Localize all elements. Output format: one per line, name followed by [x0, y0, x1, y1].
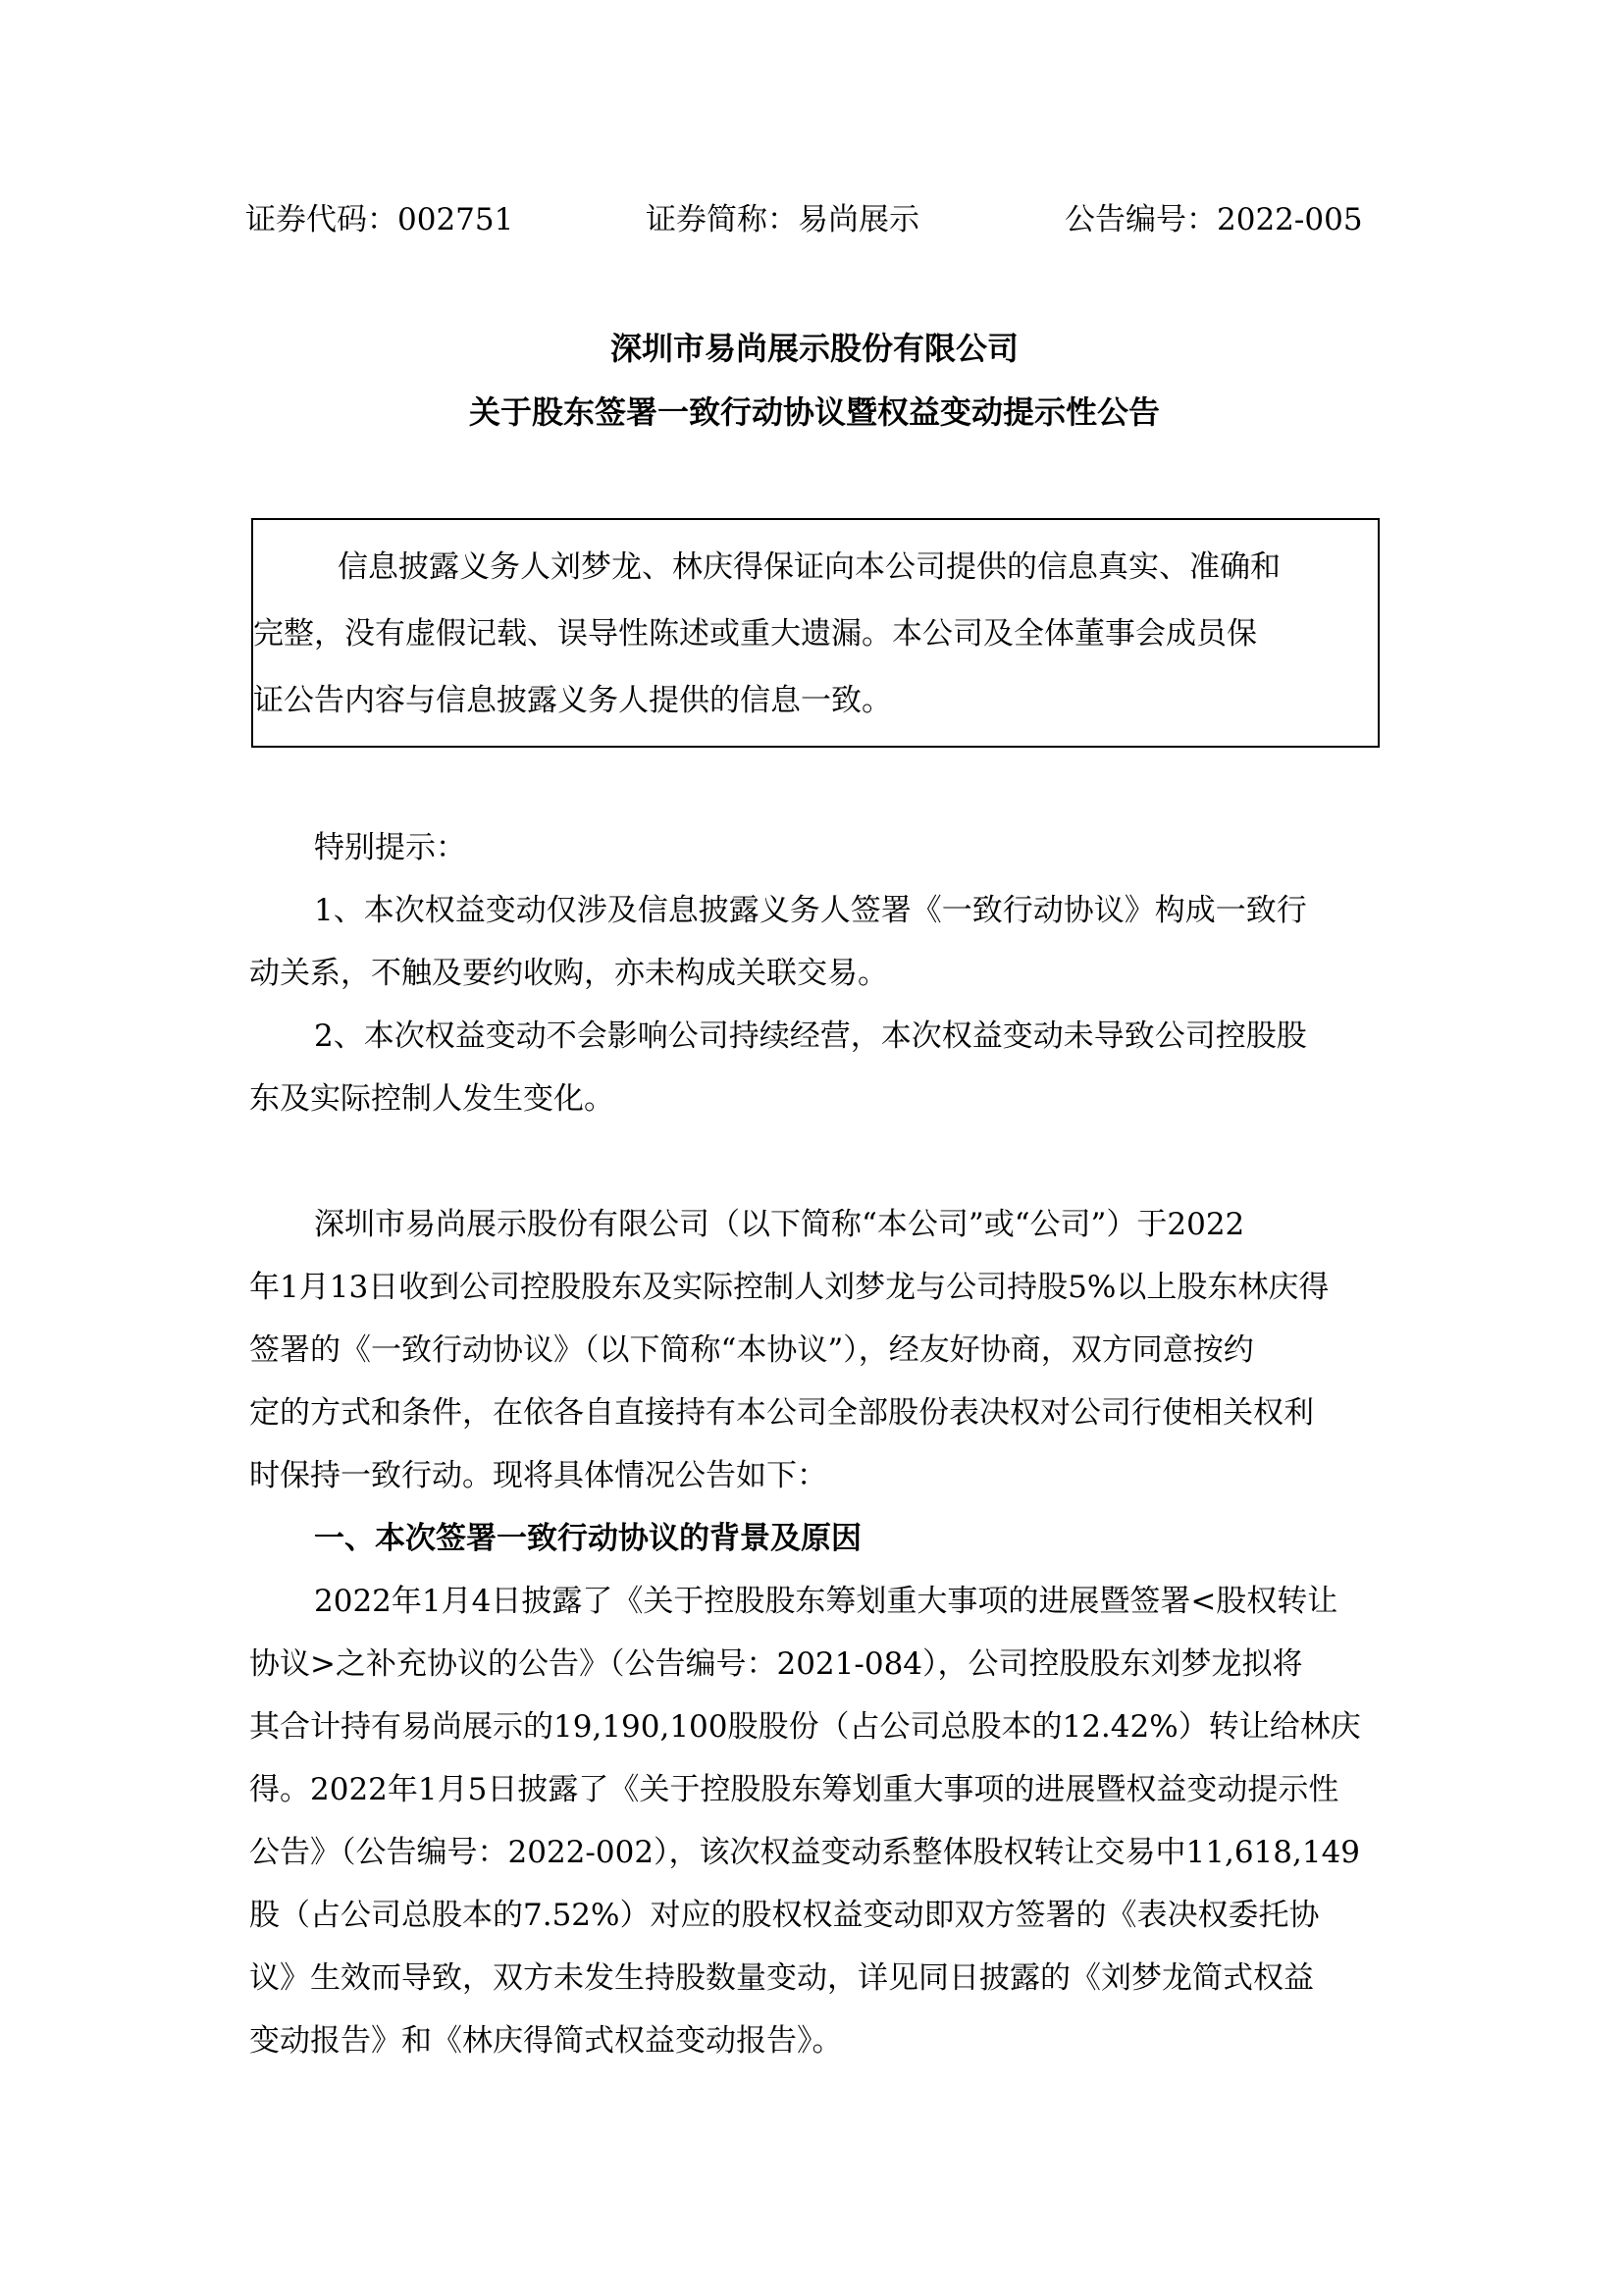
paragraph-line: 协议>之补充协议的公告》（公告编号：2021-084），公司控股股东刘梦龙拟将	[249, 1646, 1303, 1682]
special-notice-heading: 特别提示：	[314, 830, 466, 865]
paragraph-line: 定的方式和条件，在依各自直接持有本公司全部股份表决权对公司行使相关权利	[249, 1395, 1314, 1431]
paragraph-line: 得。2022年1月5日披露了《关于控股股东筹划重大事项的进展暨权益变动提示性	[249, 1772, 1339, 1807]
special-notice-item: 1、本次权益变动仅涉及信息披露义务人签署《一致行动协议》构成一致行	[314, 893, 1307, 928]
notice-line: 证公告内容与信息披露义务人提供的信息一致。	[253, 683, 892, 718]
paragraph-line: 议》生效而导致，双方未发生持股数量变动，详见同日披露的《刘梦龙简式权益	[249, 1960, 1314, 1996]
notice-line: 信息披露义务人刘梦龙、林庆得保证向本公司提供的信息真实、准确和	[338, 549, 1281, 585]
announcement-header	[245, 194, 1384, 243]
section-heading: 一、本次签署一致行动协议的背景及原因	[314, 1521, 862, 1556]
special-notice-item: 2、本次权益变动不会影响公司持续经营，本次权益变动未导致公司控股股	[314, 1018, 1307, 1054]
announcement-number: 公告编号：2022-005	[1065, 202, 1363, 237]
paragraph-line: 公告》（公告编号：2022-002），该次权益变动系整体股权转让交易中11,618,149	[249, 1835, 1361, 1870]
paragraph-line: 其合计持有易尚展示的19,190,100股股份（占公司总股本的12.42%）转让给林庆	[249, 1709, 1361, 1745]
paragraph-line: 签署的《一致行动协议》（以下简称“本协议”），经友好协商，双方同意按约	[249, 1332, 1254, 1368]
paragraph-line: 年1月13日收到公司控股股东及实际控制人刘梦龙与公司持股5%以上股东林庆得	[249, 1270, 1330, 1305]
stock-code: 证券代码：002751	[245, 202, 514, 237]
paragraph-line: 股（占公司总股本的7.52%）对应的股权权益变动即双方签署的《表决权委托协	[249, 1898, 1320, 1933]
special-notice-item: 动关系，不触及要约收购，亦未构成关联交易。	[249, 956, 888, 991]
notice-line: 完整，没有虚假记载、误导性陈述或重大遗漏。本公司及全体董事会成员保	[253, 616, 1257, 652]
paragraph-line: 深圳市易尚展示股份有限公司（以下简称“本公司”或“公司”）于2022	[314, 1207, 1245, 1242]
announcement-title: 关于股东签署一致行动协议暨权益变动提示性公告	[468, 393, 1160, 431]
paragraph-line: 2022年1月4日披露了《关于控股股东筹划重大事项的进展暨签署<股权转让	[314, 1584, 1338, 1619]
stock-abbreviation: 证券简称：易尚展示	[646, 202, 919, 237]
disclosure-notice-box	[251, 518, 1380, 748]
company-title: 深圳市易尚展示股份有限公司	[609, 330, 1019, 367]
special-notice-item: 东及实际控制人发生变化。	[249, 1081, 614, 1117]
paragraph-line: 变动报告》和《林庆得简式权益变动报告》。	[249, 2023, 843, 2059]
paragraph-line: 时保持一致行动。现将具体情况公告如下：	[249, 1458, 827, 1493]
